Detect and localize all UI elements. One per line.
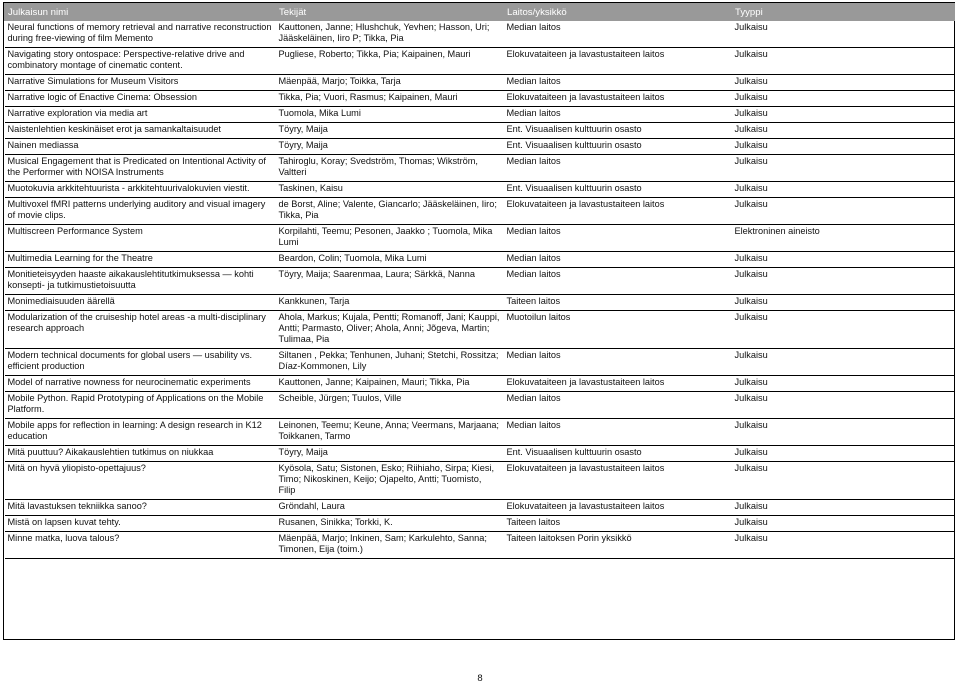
cell-title: Model of narrative nowness for neurocinematic experiments [5,376,276,392]
cell-type: Julkaisu [732,295,955,311]
cell-title: Multiscreen Performance System [5,225,276,252]
cell-title: Multivoxel fMRI patterns underlying auditory and visual imagery of movie clips. [5,198,276,225]
cell-title: Mobile apps for reflection in learning: A design research in K12 education [5,419,276,446]
cell-authors: Töyry, Maija [276,123,504,139]
cell-unit: Elokuvataiteen ja lavastustaiteen laitos [504,48,732,75]
cell-authors: Taskinen, Kaisu [276,182,504,198]
cell-title: Monitieteisyyden haaste aikakauslehtitutkimuksessa — kohti konsepti- ja tutkimustietoisuutta [5,268,276,295]
cell-unit: Ent. Visuaalisen kulttuurin osasto [504,182,732,198]
cell-authors: Töyry, Maija; Saarenmaa, Laura; Särkkä, Nanna [276,268,504,295]
cell-unit: Elokuvataiteen ja lavastustaiteen laitos [504,91,732,107]
cell-title: Minne matka, luova talous? [5,532,276,559]
cell-type: Julkaisu [732,446,955,462]
table-row [5,392,955,419]
table-row [5,75,955,91]
table-row [5,225,955,252]
cell-type: Julkaisu [732,75,955,91]
cell-type: Julkaisu [732,139,955,155]
header-type: Tyyppi [732,4,955,21]
table-row [5,155,955,182]
cell-authors: Scheible, Jürgen; Tuulos, Ville [276,392,504,419]
table-row [5,21,955,48]
cell-type: Julkaisu [732,516,955,532]
cell-unit: Elokuvataiteen ja lavastustaiteen laitos [504,500,732,516]
cell-title: Mitä on hyvä yliopisto-opettajuus? [5,462,276,500]
table-row [5,419,955,446]
cell-authors: Korpilahti, Teemu; Pesonen, Jaakko ; Tuomola, Mika Lumi [276,225,504,252]
cell-type: Julkaisu [732,123,955,139]
table-row [5,91,955,107]
cell-title: Narrative exploration via media art [5,107,276,123]
cell-authors: Töyry, Maija [276,139,504,155]
cell-title: Narrative logic of Enactive Cinema: Obsession [5,91,276,107]
cell-authors: Leinonen, Teemu; Keune, Anna; Veermans, Marjaana; Toikkanen, Tarmo [276,419,504,446]
cell-type: Julkaisu [732,376,955,392]
cell-authors: Beardon, Colin; Tuomola, Mika Lumi [276,252,504,268]
cell-unit: Median laitos [504,21,732,48]
cell-title: Narrative Simulations for Museum Visitors [5,75,276,91]
table-row [5,462,955,500]
table-row [5,295,955,311]
cell-unit: Ent. Visuaalisen kulttuurin osasto [504,123,732,139]
publications-table [4,3,955,559]
cell-type: Julkaisu [732,182,955,198]
cell-unit: Ent. Visuaalisen kulttuurin osasto [504,139,732,155]
table-row [5,139,955,155]
cell-authors: Mäenpää, Marjo; Toikka, Tarja [276,75,504,91]
cell-unit: Elokuvataiteen ja lavastustaiteen laitos [504,198,732,225]
cell-type: Julkaisu [732,500,955,516]
cell-authors: Gröndahl, Laura [276,500,504,516]
cell-title: Navigating story ontospace: Perspective-relative drive and combinatory montage of cinematic content. [5,48,276,75]
cell-title: Musical Engagement that is Predicated on Intentional Activity of the Performer with NOISA Instruments [5,155,276,182]
table-row [5,516,955,532]
cell-authors: Pugliese, Roberto; Tikka, Pia; Kaipainen, Mauri [276,48,504,75]
table-row [5,268,955,295]
cell-unit: Median laitos [504,107,732,123]
cell-authors: Kankkunen, Tarja [276,295,504,311]
cell-title: Muotokuvia arkkitehtuurista - arkkitehtuurivalokuvien viestit. [5,182,276,198]
cell-authors: Tuomola, Mika Lumi [276,107,504,123]
cell-authors: Rusanen, Sinikka; Torkki, K. [276,516,504,532]
cell-type: Julkaisu [732,107,955,123]
cell-title: Naistenlehtien keskinäiset erot ja samankaltaisuudet [5,123,276,139]
table-row [5,252,955,268]
cell-authors: Siltanen , Pekka; Tenhunen, Juhani; Stetchi, Rossitza; Díaz-Kommonen, Lily [276,349,504,376]
cell-authors: Töyry, Maija [276,446,504,462]
cell-unit: Median laitos [504,392,732,419]
cell-unit: Muotoilun laitos [504,311,732,349]
cell-unit: Elokuvataiteen ja lavastustaiteen laitos [504,376,732,392]
cell-title: Nainen mediassa [5,139,276,155]
cell-authors: Kauttonen, Janne; Kaipainen, Mauri; Tikka, Pia [276,376,504,392]
cell-type: Julkaisu [732,198,955,225]
cell-unit: Taiteen laitos [504,516,732,532]
cell-type: Julkaisu [732,21,955,48]
table-row [5,446,955,462]
cell-authors: de Borst, Aline; Valente, Giancarlo; Jääskeläinen, Iiro; Tikka, Pia [276,198,504,225]
table-row [5,182,955,198]
page-number: 8 [477,673,483,684]
cell-title: Mitä puuttuu? Aikakauslehtien tutkimus on niukkaa [5,446,276,462]
cell-unit: Taiteen laitos [504,295,732,311]
header-title: Julkaisun nimi [5,4,276,21]
cell-title: Mobile Python. Rapid Prototyping of Applications on the Mobile Platform. [5,392,276,419]
table-row [5,311,955,349]
cell-title: Multimedia Learning for the Theatre [5,252,276,268]
table-header-row [5,4,955,21]
cell-unit: Median laitos [504,268,732,295]
cell-authors: Mäenpää, Marjo; Inkinen, Sam; Karkulehto, Sanna; Timonen, Eija (toim.) [276,532,504,559]
table-row [5,48,955,75]
header-unit: Laitos/yksikkö [504,4,732,21]
cell-unit: Taiteen laitoksen Porin yksikkö [504,532,732,559]
cell-type: Julkaisu [732,419,955,446]
cell-type: Julkaisu [732,155,955,182]
cell-title: Mitä lavastuksen tekniikka sanoo? [5,500,276,516]
cell-authors: Kyösola, Satu; Sistonen, Esko; Riihiaho, Sirpa; Kiesi, Timo; Nikoskinen, Keijo; Ojapelto, Antti; Tuomisto, Filip [276,462,504,500]
table-row [5,500,955,516]
cell-type: Julkaisu [732,268,955,295]
cell-unit: Median laitos [504,349,732,376]
cell-unit: Median laitos [504,155,732,182]
table-row [5,376,955,392]
cell-title: Neural functions of memory retrieval and narrative reconstruction during free-viewing of film Memento [5,21,276,48]
cell-unit: Median laitos [504,75,732,91]
cell-title: Monimediaisuuden äärellä [5,295,276,311]
cell-authors: Kauttonen, Janne; Hlushchuk, Yevhen; Hasson, Uri; Jääskeläinen, Iiro P; Tikka, Pia [276,21,504,48]
cell-type: Julkaisu [732,392,955,419]
cell-authors: Tikka, Pia; Vuori, Rasmus; Kaipainen, Mauri [276,91,504,107]
cell-type: Julkaisu [732,349,955,376]
table-row [5,107,955,123]
header-authors: Tekijät [276,4,504,21]
cell-unit: Elokuvataiteen ja lavastustaiteen laitos [504,462,732,500]
cell-unit: Ent. Visuaalisen kulttuurin osasto [504,446,732,462]
cell-type: Elektroninen aineisto [732,225,955,252]
cell-title: Modern technical documents for global users — usability vs. efficient production [5,349,276,376]
table-row [5,349,955,376]
cell-unit: Median laitos [504,252,732,268]
cell-title: Modularization of the cruiseship hotel areas -a multi-disciplinary research approach [5,311,276,349]
cell-authors: Ahola, Markus; Kujala, Pentti; Romanoff, Jani; Kauppi, Antti; Parmasto, Oliver; Ahola, Anni; Jõgeva, Martin; Tulimaa, Pia [276,311,504,349]
cell-type: Julkaisu [732,48,955,75]
cell-type: Julkaisu [732,311,955,349]
cell-unit: Median laitos [504,419,732,446]
table-row [5,198,955,225]
cell-type: Julkaisu [732,252,955,268]
table-row [5,532,955,559]
cell-type: Julkaisu [732,91,955,107]
cell-unit: Median laitos [504,225,732,252]
table-row [5,123,955,139]
cell-type: Julkaisu [732,532,955,559]
cell-type: Julkaisu [732,462,955,500]
cell-title: Mistä on lapsen kuvat tehty. [5,516,276,532]
cell-authors: Tahiroglu, Koray; Svedström, Thomas; Wikström, Valtteri [276,155,504,182]
